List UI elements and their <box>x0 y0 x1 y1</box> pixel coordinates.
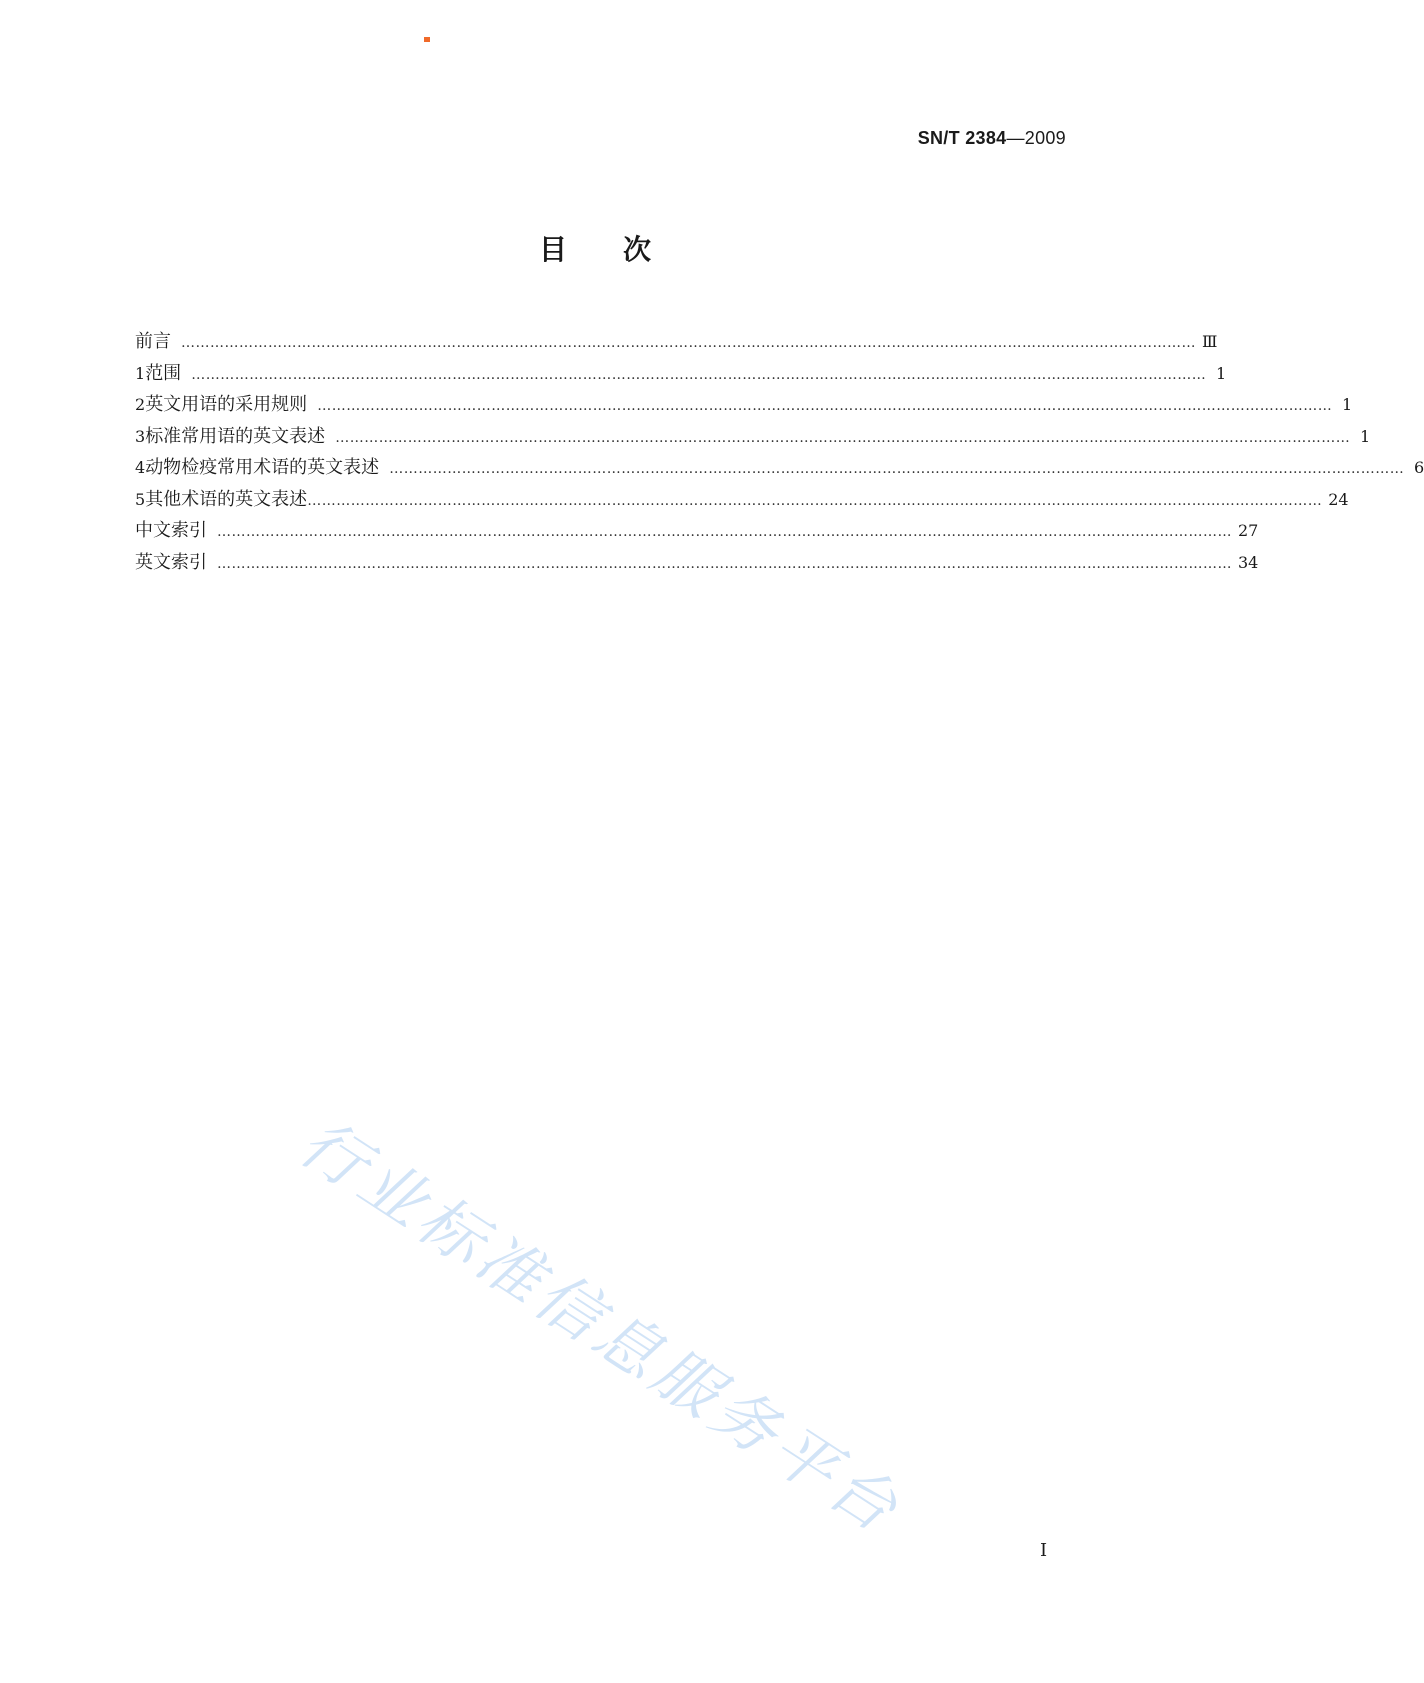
toc-dot-leader: ………………………………………………………………………………………………………………………………………………………………………………………… <box>191 366 1207 383</box>
toc-entry-number: 4 <box>135 458 146 477</box>
toc-entry-number: 3 <box>135 426 146 446</box>
standard-code <box>918 128 1066 149</box>
toc-entry-number: 2 <box>135 395 146 414</box>
toc-entry-chinese-index[interactable] <box>135 516 1259 548</box>
toc-dot-leader: ………………………………………………………………………………………………………………………………………………………………………………………… <box>307 492 1323 509</box>
toc-dot-leader: ………………………………………………………………………………………………………………………………………………………………………………………… <box>317 398 1333 414</box>
watermark: 行业标准信息服务平台 <box>286 1106 914 1550</box>
toc-page-number: 27 <box>1238 521 1259 540</box>
toc-dot-leader: ………………………………………………………………………………………………………………………………………………………………………………………… <box>389 461 1405 477</box>
toc-dot-leader: ………………………………………………………………………………………………………………………………………………………………………………………… <box>217 555 1232 572</box>
page-title: 目次 <box>538 233 707 266</box>
toc-entry-1[interactable] <box>135 359 1227 391</box>
toc-entry-label: 英文索引 <box>135 551 207 573</box>
toc-entry-label: 动物检疫常用术语的英文表述 <box>145 457 380 478</box>
toc-entry-label: 英文用语的采用规则 <box>145 394 308 415</box>
toc-page-number: 1 <box>1342 395 1353 414</box>
toc-entry-4[interactable] <box>135 453 1424 485</box>
toc-dot-leader: ………………………………………………………………………………………………………………………………………………………………………………………… <box>217 524 1232 540</box>
toc-dot-leader: ………………………………………………………………………………………………………………………………………………………………………………………… <box>181 335 1196 351</box>
toc-page-number: 1 <box>1216 363 1227 383</box>
toc-entry-5[interactable] <box>135 485 1349 517</box>
toc-dot-leader: ………………………………………………………………………………………………………………………………………………………………………………………… <box>335 429 1351 446</box>
toc-entry-foreword[interactable] <box>135 327 1218 359</box>
corner-mark <box>424 37 430 42</box>
toc-page-number: 1 <box>1360 426 1371 446</box>
toc-page-number: 6 <box>1414 458 1424 477</box>
toc-entry-number: 1 <box>135 363 146 383</box>
standard-year: —2009 <box>1006 128 1066 148</box>
toc-page-number: 24 <box>1328 489 1349 509</box>
toc-entry-label: 前言 <box>135 331 171 352</box>
table-of-contents <box>135 327 1424 579</box>
toc-entry-label: 中文索引 <box>135 520 207 541</box>
standard-number: SN/T 2384 <box>917 128 1007 148</box>
toc-entry-2[interactable] <box>135 390 1353 422</box>
toc-page-number: Ⅲ <box>1202 332 1218 351</box>
toc-entry-english-index[interactable] <box>135 548 1259 580</box>
toc-entry-3[interactable] <box>135 422 1371 454</box>
toc-entry-number: 5 <box>135 489 146 509</box>
toc-entry-label: 范围 <box>145 362 182 384</box>
page-number: I <box>1040 1540 1048 1561</box>
toc-page-number: 34 <box>1238 552 1259 572</box>
toc-entry-label: 标准常用语的英文表述 <box>145 425 326 447</box>
toc-entry-label: 其他术语的英文表述 <box>145 488 308 510</box>
